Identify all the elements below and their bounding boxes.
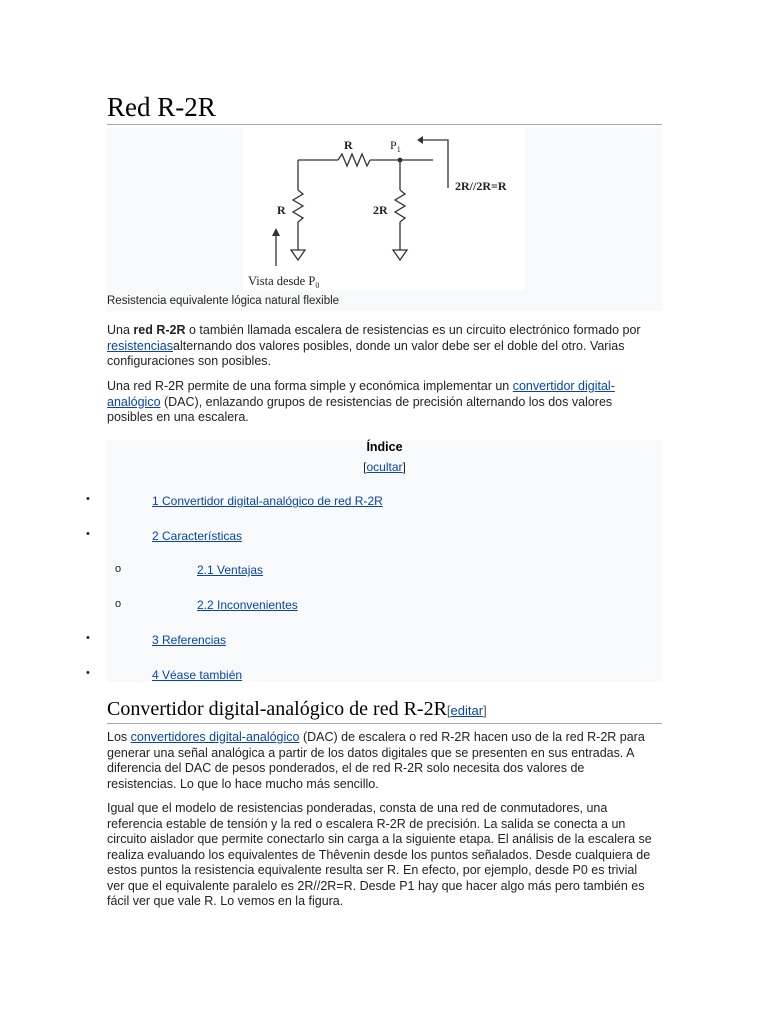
bullet-icon: •	[86, 528, 90, 540]
page-title: Red R-2R	[107, 90, 662, 125]
link-convertidores-digital-analogico[interactable]: convertidores digital-analógico	[130, 730, 300, 744]
label-equiv: 2R//2R=R	[455, 179, 507, 193]
label-r-top: R	[344, 138, 353, 152]
bullet-icon: •	[86, 632, 90, 644]
r2r-circuit-svg	[243, 128, 525, 290]
ground-right	[393, 250, 407, 260]
toc-item-1[interactable]: 1 Convertidor digital-analógico de red R-2R	[152, 494, 383, 508]
link-resistencias[interactable]: resistencias	[107, 338, 173, 353]
label-r-left: R	[277, 203, 286, 217]
toc-toggle: [ocultar]	[363, 460, 406, 474]
bullet-icon: •	[86, 493, 90, 505]
label-2r: 2R	[373, 203, 388, 217]
circuit-diagram	[243, 128, 525, 290]
toc-hide-link[interactable]: ocultar	[366, 460, 403, 474]
view-arrow-head	[272, 228, 280, 236]
circle-bullet-icon: o	[115, 598, 122, 610]
section-heading: Convertidor digital-analógico de red R-2R[editar]	[107, 697, 662, 724]
section-paragraph-2: Igual que el modelo de resistencias ponderadas, consta de una red de conmutadores, una referencia estable de tensión y la red o escalera R-2R de precisión. La salida se conecta a un circuito aislador que permite conectarlo sin carga a la siguiente etapa. El análisis de la escalera se realiza evaluando los equivalentes de Thêvenin desde los puntos señalados. Desde cualquiera de estos puntos la resistencia equivalente resulta ser R. En efecto, por ejemplo, desde P0 es trivial ver que el equivalente paralelo es 2R//2R=R. Desde P1 hay que hacer algo más pero también es fácil ver que vale R. Lo vemos en la figura.	[107, 801, 652, 908]
ground-left	[291, 250, 305, 260]
circle-bullet-icon: o	[115, 563, 122, 575]
equiv-arrow-line	[423, 140, 448, 188]
intro-paragraph-2: Una red R-2R permite de una forma simple y económica implementar un convertidor digital-analógico (DAC), enlazando grupos de resistencias de precisión alternando los dos valores posibles en una escalera.	[107, 379, 615, 424]
edit-link[interactable]: editar	[450, 703, 484, 718]
link-convertidor-digital-analogico[interactable]: convertidor digital-analógico	[107, 379, 615, 409]
toc-title: Índice	[366, 440, 403, 454]
toc-item-4[interactable]: 4 Véase también	[152, 668, 243, 682]
toc-item-2-1[interactable]: 2.1 Ventajas	[197, 563, 264, 577]
equiv-arrow-head	[417, 136, 423, 144]
label-view: Vista desde $P_0$	[248, 274, 320, 290]
bullet-icon: •	[86, 667, 90, 679]
edit-section: [editar]	[446, 703, 487, 718]
resistor-left	[293, 190, 303, 222]
toc-item-2-2[interactable]: 2.2 Inconvenientes	[197, 598, 298, 612]
toc-item-2[interactable]: 2 Características	[152, 529, 243, 543]
intro-paragraph-1: Una red R-2R o también llamada escalera de resistencias es un circuito electrónico formado por resistenciasalternando dos valores posibles, donde un valor debe ser el doble del otro. Varias configuraciones son posibles.	[107, 323, 641, 368]
label-p1: $P_1$	[390, 138, 401, 154]
node-p1	[398, 158, 403, 163]
toc-item-3[interactable]: 3 Referencias	[152, 633, 227, 647]
resistor-top	[338, 154, 370, 166]
resistor-2r	[395, 190, 405, 222]
figure-caption: Resistencia equivalente lógica natural flexible	[107, 295, 340, 307]
section-paragraph-1: Los convertidores digital-analógico (DAC) de escalera o red R-2R hacen uso de la red R-2R para generar una señal analógica a partir de los datos digitales que se presenten en sus entradas. A diferencia del DAC de pesos ponderados, el de red R-2R solo necesita dos valores de resistencias. Lo que lo hace mucho más sencillo.	[107, 730, 645, 791]
